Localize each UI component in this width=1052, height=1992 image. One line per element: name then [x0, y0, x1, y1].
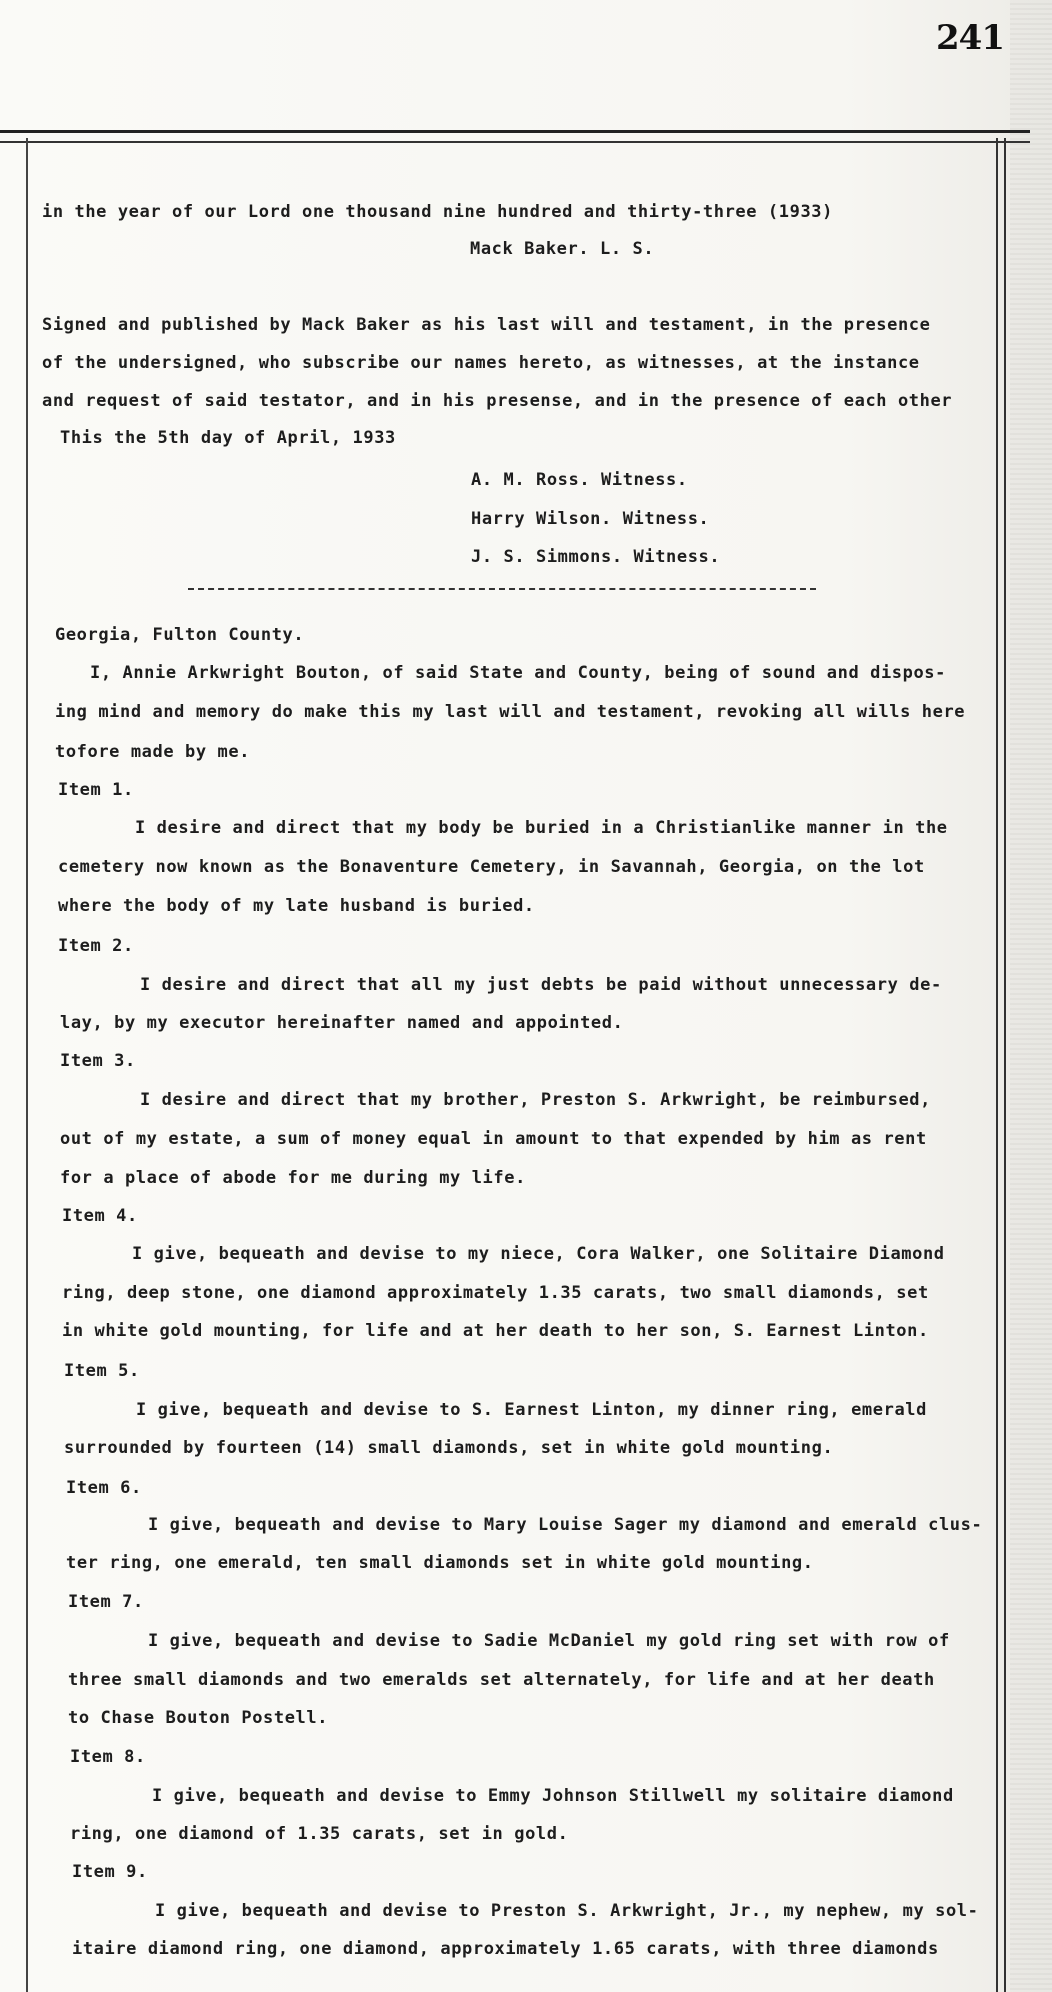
text-line: ing mind and memory do make this my last will and testament, revoking all wills here — [55, 702, 966, 722]
top-double-rule — [0, 130, 1030, 143]
item-heading: Item 6. — [66, 1478, 142, 1498]
text-line: This the 5th day of April, 1933 — [60, 428, 396, 448]
text-line: Signed and published by Mack Baker as his last will and testament, in the presence — [42, 315, 931, 335]
text-line: cemetery now known as the Bonaventure Cemetery, in Savannah, Georgia, on the lot — [58, 857, 925, 877]
text-line: I give, bequeath and devise to Emmy Johnson Stillwell my solitaire diamond — [152, 1786, 954, 1806]
text-line: and request of said testator, and in his presense, and in the presence of each other — [42, 391, 953, 411]
item-heading: Item 9. — [72, 1862, 148, 1882]
item-heading: Item 7. — [68, 1592, 144, 1612]
text-line: in white gold mounting, for life and at her death to her son, S. Earnest Linton. — [62, 1321, 929, 1341]
text-line: of the undersigned, who subscribe our names hereto, as witnesses, at the instance — [42, 353, 920, 373]
text-line: for a place of abode for me during my life. — [60, 1168, 526, 1188]
item-heading: Item 8. — [70, 1747, 146, 1767]
text-line: I desire and direct that my brother, Preston S. Arkwright, be reimbursed, — [140, 1090, 931, 1110]
text-line: I give, bequeath and devise to my niece, Cora Walker, one Solitaire Diamond — [132, 1244, 945, 1264]
witness-line: A. M. Ross. Witness. — [471, 470, 688, 490]
text-line: lay, by my executor hereinafter named and appointed. — [60, 1013, 624, 1033]
item-heading: Item 1. — [58, 780, 134, 800]
left-margin-rule — [26, 138, 28, 1992]
text-line: I, Annie Arkwright Bouton, of said State and County, being of sound and dispos- — [90, 663, 946, 683]
item-heading: Item 5. — [64, 1361, 140, 1381]
text-line: I give, bequeath and devise to Sadie McDaniel my gold ring set with row of — [148, 1631, 950, 1651]
text-line: ring, one diamond of 1.35 carats, set in gold. — [70, 1824, 569, 1844]
item-heading: Item 3. — [60, 1051, 136, 1071]
text-line: three small diamonds and two emeralds set alternately, for life and at her death — [68, 1670, 935, 1690]
text-line: Georgia, Fulton County. — [55, 625, 305, 645]
text-line: out of my estate, a sum of money equal in amount to that expended by him as rent — [60, 1129, 927, 1149]
text-line: I desire and direct that all my just debts be paid without unnecessary de- — [140, 975, 942, 995]
section-separator — [188, 588, 816, 590]
witness-line: Harry Wilson. Witness. — [471, 509, 710, 529]
text-line: ring, deep stone, one diamond approximately 1.35 carats, two small diamonds, set — [62, 1283, 929, 1303]
page-edge-shadow — [1010, 0, 1052, 1992]
text-line: itaire diamond ring, one diamond, approximately 1.65 carats, with three diamonds — [72, 1939, 939, 1959]
page-number: 241 — [936, 18, 1004, 58]
text-line: in the year of our Lord one thousand nine hundred and thirty-three (1933) — [42, 202, 833, 222]
witness-line: J. S. Simmons. Witness. — [471, 547, 721, 567]
text-line: I give, bequeath and devise to Mary Louise Sager my diamond and emerald clus- — [148, 1515, 983, 1535]
right-margin-rule — [996, 138, 1006, 1992]
text-line: ter ring, one emerald, ten small diamonds set in white gold mounting. — [66, 1553, 814, 1573]
signature-line: Mack Baker. L. S. — [470, 239, 655, 259]
text-line: to Chase Bouton Postell. — [68, 1708, 329, 1728]
text-line: surrounded by fourteen (14) small diamonds, set in white gold mounting. — [64, 1438, 834, 1458]
text-line: I give, bequeath and devise to S. Earnest Linton, my dinner ring, emerald — [136, 1400, 927, 1420]
text-line: I give, bequeath and devise to Preston S. Arkwright, Jr., my nephew, my sol- — [155, 1901, 979, 1921]
text-line: I desire and direct that my body be buried in a Christianlike manner in the — [135, 818, 948, 838]
item-heading: Item 2. — [58, 936, 134, 956]
text-line: where the body of my late husband is buried. — [58, 896, 535, 916]
item-heading: Item 4. — [62, 1206, 138, 1226]
text-line: tofore made by me. — [55, 742, 251, 762]
